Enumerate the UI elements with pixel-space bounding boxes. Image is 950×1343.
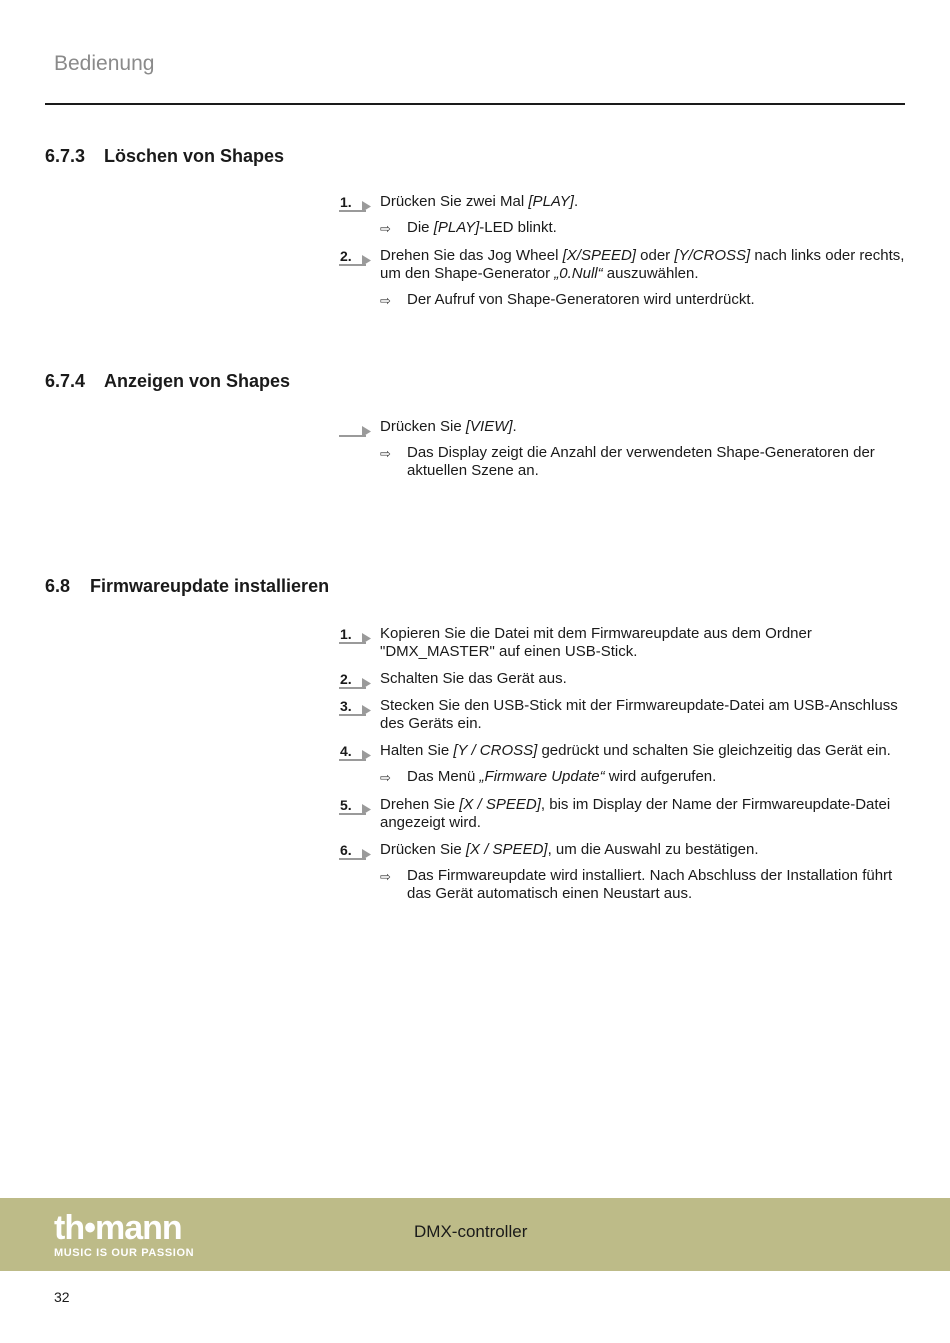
instruction-step: [338, 193, 908, 211]
instruction-list-6-7-3: [338, 193, 908, 319]
instruction-step: [338, 670, 908, 688]
product-name: DMX-controller: [414, 1222, 528, 1241]
step-number: 3.: [340, 698, 352, 714]
instruction-step: [338, 697, 908, 733]
step-arrow-icon: [338, 670, 374, 690]
step-arrow-icon: [338, 796, 374, 816]
section-number: 6.7.3: [45, 146, 86, 166]
result-text: Das Menü „Firmware Update“ wird aufgerufen.: [407, 768, 717, 785]
step-result: [338, 219, 908, 237]
step-text: Drehen Sie das Jog Wheel [X/SPEED] oder [Y/CROSS] nach links oder rechts, um den Shape-Generator „0.Null“ auszuwählen.: [380, 247, 905, 282]
result-text: Die [PLAY]-LED blinkt.: [407, 219, 557, 236]
result-arrow-icon: ⇨: [380, 446, 391, 461]
instruction-step: [338, 418, 908, 436]
step-arrow-icon: [338, 247, 374, 267]
logo-wordmark: th•mann: [54, 1209, 182, 1247]
step-text: Stecken Sie den USB-Stick mit der Firmwareupdate-Datei am USB-Anschluss des Geräts ein.: [380, 697, 898, 732]
step-number: 1.: [340, 194, 352, 210]
step-arrow-icon: [338, 841, 374, 861]
instruction-step: [338, 625, 908, 661]
step-arrow-icon: [338, 697, 374, 717]
page-number: 32: [54, 1289, 70, 1305]
section-title: Firmwareupdate installieren: [90, 576, 330, 596]
thomann-logo: [54, 1211, 194, 1259]
result-text: Der Aufruf von Shape-Generatoren wird unterdrückt.: [407, 291, 755, 308]
step-number: 6.: [340, 842, 352, 858]
step-text: Schalten Sie das Gerät aus.: [380, 670, 567, 687]
instruction-step: [338, 247, 908, 283]
step-arrow-icon: [338, 193, 374, 213]
section-heading-6-7-3: [45, 146, 284, 167]
step-text: Halten Sie [Y / CROSS] gedrückt und schalten Sie gleichzeitig das Gerät ein.: [380, 742, 891, 759]
step-result: [338, 444, 908, 480]
section-number: 6.7.4: [45, 371, 86, 391]
section-title: Anzeigen von Shapes: [104, 371, 291, 391]
section-heading-6-7-4: [45, 371, 290, 392]
step-arrow-icon: [338, 418, 374, 438]
step-text: Kopieren Sie die Datei mit dem Firmwareupdate aus dem Ordner "DMX_MASTER" auf einen USB-Stick.: [380, 625, 812, 660]
section-title: Löschen von Shapes: [104, 146, 285, 166]
step-number: 5.: [340, 797, 352, 813]
header-divider: [45, 103, 905, 105]
instruction-step: [338, 796, 908, 832]
step-result: [338, 867, 908, 903]
step-text: Drehen Sie [X / SPEED], bis im Display der Name der Firmwareupdate-Datei angezeigt wird.: [380, 796, 891, 831]
step-text: Drücken Sie [VIEW].: [380, 418, 517, 435]
section-number: 6.8: [45, 576, 71, 596]
instruction-list-6-7-4: [338, 418, 908, 490]
step-number: 2.: [340, 248, 352, 264]
result-arrow-icon: ⇨: [380, 770, 391, 785]
section-heading-6-8: [45, 576, 329, 597]
result-text: Das Firmwareupdate wird installiert. Nach Abschluss der Installation führt das Gerät automatisch einen Neustart aus.: [407, 867, 893, 902]
step-result: [338, 768, 908, 786]
step-number: 4.: [340, 743, 352, 759]
step-arrow-icon: [338, 742, 374, 762]
step-number: 2.: [340, 671, 352, 687]
step-text: Drücken Sie [X / SPEED], um die Auswahl zu bestätigen.: [380, 841, 759, 858]
result-arrow-icon: ⇨: [380, 869, 391, 884]
step-number: 1.: [340, 626, 352, 642]
result-text: Das Display zeigt die Anzahl der verwendeten Shape-Generatoren der aktuellen Szene an.: [407, 444, 875, 479]
instruction-step: [338, 841, 908, 859]
step-arrow-icon: [338, 625, 374, 645]
result-arrow-icon: ⇨: [380, 293, 391, 308]
instruction-list-6-8: [338, 625, 908, 913]
logo-tagline: MUSIC IS OUR PASSION: [54, 1247, 195, 1259]
step-text: Drücken Sie zwei Mal [PLAY].: [380, 193, 579, 210]
page-header-title: Bedienung: [54, 52, 155, 75]
instruction-step: [338, 742, 908, 760]
result-arrow-icon: ⇨: [380, 221, 391, 236]
step-result: [338, 291, 908, 309]
